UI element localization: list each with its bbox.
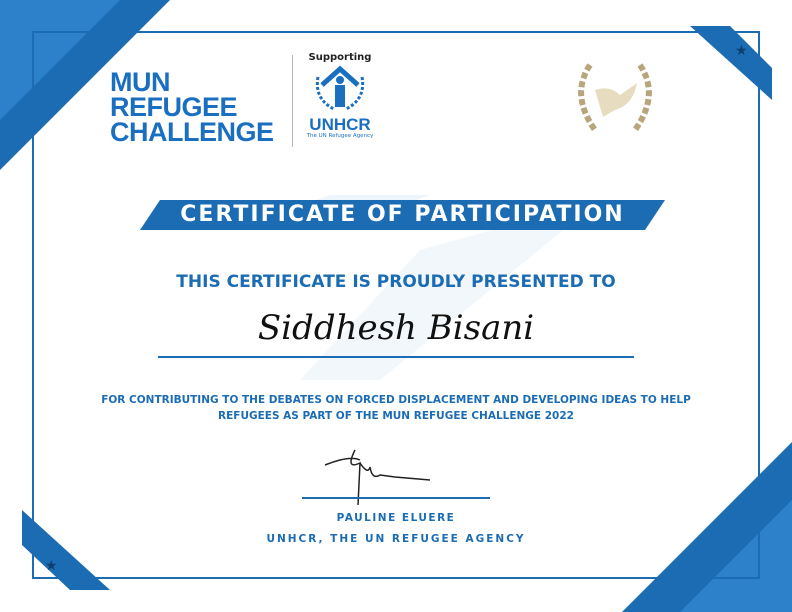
logo-line: MUN	[110, 67, 170, 97]
logo-line: REFUGEE	[110, 92, 238, 122]
svg-text:★: ★	[45, 558, 58, 574]
signature-line	[302, 497, 490, 499]
logo-line: CHALLENGE	[110, 117, 274, 147]
svg-text:★: ★	[735, 43, 748, 59]
certificate-title: CERTIFICATE OF PARTICIPATION	[180, 202, 625, 227]
presented-to-heading: THIS CERTIFICATE IS PROUDLY PRESENTED TO	[176, 272, 616, 292]
unhcr-emblem-icon	[310, 63, 370, 113]
description-line: FOR CONTRIBUTING TO THE DEBATES ON FORCED DISPLACEMENT AND DEVELOPING IDEAS TO HELP	[101, 394, 691, 406]
signatory-organization: UNHCR, THE UN REFUGEE AGENCY	[266, 533, 526, 545]
recipient-name: Siddhesh Bisani	[257, 308, 535, 348]
name-underline	[158, 356, 634, 358]
unhcr-name: UNHCR	[309, 115, 371, 134]
signatory-name: PAULINE ELUERE	[336, 512, 456, 524]
description-line: REFUGEES AS PART OF THE MUN REFUGEE CHALLENGE 2022	[218, 410, 574, 422]
supporting-label: Supporting	[308, 52, 372, 63]
laurel-dove-emblem-icon	[565, 55, 665, 140]
logo-divider	[292, 55, 293, 147]
signature-image	[310, 445, 460, 505]
unhcr-tagline: The UN Refugee Agency	[306, 133, 374, 139]
mun-refugee-challenge-logo	[110, 67, 274, 147]
unhcr-logo	[300, 52, 380, 139]
